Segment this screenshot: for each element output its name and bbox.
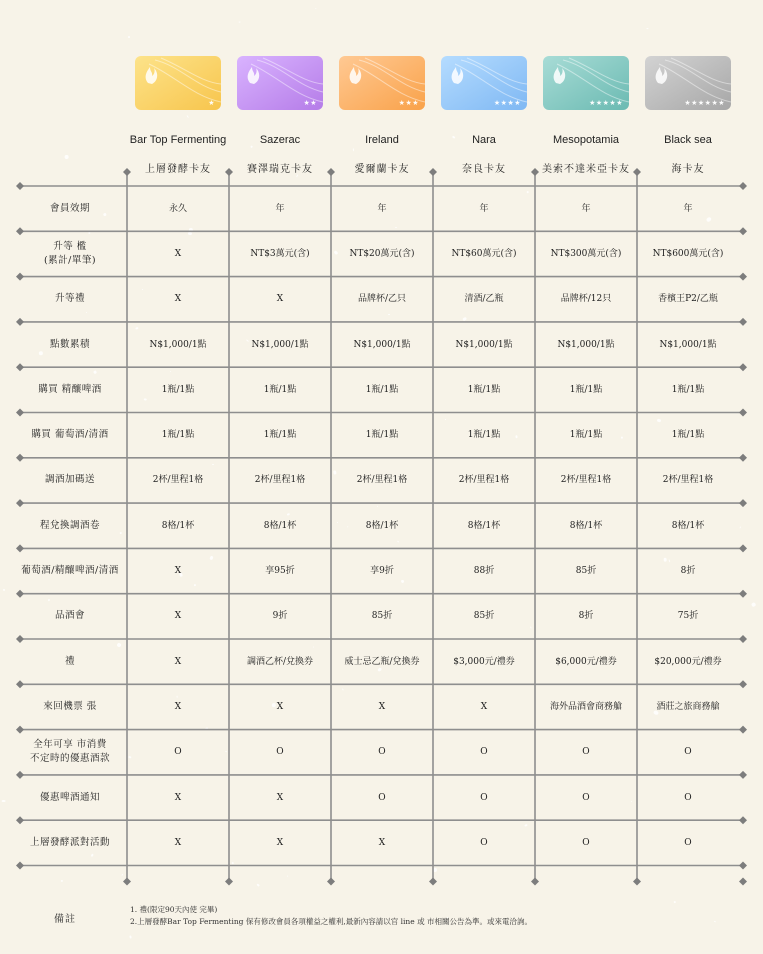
table-cell: X (276, 792, 284, 803)
diamond-marker-icon (739, 771, 747, 779)
table-cell: 1瓶/1點 (263, 384, 297, 395)
diamond-marker-icon (429, 878, 437, 886)
table-cell: X (276, 294, 284, 305)
table-cell: NT$600萬元(含) (652, 248, 724, 259)
table-cell: O (378, 747, 386, 758)
table-cell: NT$3萬元(含) (250, 248, 310, 259)
table-cell: O (684, 792, 692, 803)
card-level-6: ★★★★★★ (645, 56, 731, 110)
diamond-marker-icon (16, 635, 24, 643)
row-label: 程兌換調酒卷 (39, 519, 100, 531)
diamond-marker-icon (123, 168, 131, 176)
row-label: 上層發酵派對活動 (29, 836, 110, 848)
diamond-marker-icon (16, 816, 24, 824)
row-label: 優惠啤酒通知 (39, 791, 100, 803)
table-cell: O (480, 792, 488, 803)
table-cell: 88折 (473, 566, 495, 577)
diamond-marker-icon (739, 499, 747, 507)
table-cell: 2杯/里程1格 (152, 475, 204, 486)
table-cell: 2杯/里程1格 (254, 475, 306, 486)
table-cell: 8格/1杯 (467, 520, 501, 531)
diamond-marker-icon (16, 454, 24, 462)
table-cell: 8格/1杯 (263, 520, 297, 531)
table-cell: X (276, 837, 284, 848)
table-cell: 1瓶/1點 (263, 430, 297, 441)
table-cell: O (684, 837, 692, 848)
table-cell: 年 (377, 203, 387, 214)
table-cell: X (174, 656, 182, 667)
diamond-marker-icon (739, 363, 747, 371)
diamond-marker-icon (16, 409, 24, 417)
table-cell: N$1,000/1點 (353, 339, 411, 350)
diamond-marker-icon (739, 409, 747, 417)
card-level-4: ★★★★ (441, 56, 527, 110)
diamond-marker-icon (739, 454, 747, 462)
diamond-marker-icon (739, 273, 747, 281)
table-cell: 1瓶/1點 (671, 430, 705, 441)
diamond-marker-icon (16, 273, 24, 281)
level-name-zh: 賽澤瑞克卡友 (247, 164, 313, 175)
row-label: 禮 (64, 655, 75, 667)
level-name-en: Mesopotamia (552, 134, 620, 146)
table-cell: 85折 (473, 611, 495, 622)
diamond-marker-icon (225, 168, 233, 176)
diamond-marker-icon (739, 227, 747, 235)
diamond-marker-icon (531, 168, 539, 176)
table-cell: X (378, 837, 386, 848)
table-cell: 8折 (578, 611, 594, 622)
diamond-marker-icon (531, 878, 539, 886)
diamond-marker-icon (16, 499, 24, 507)
table-cell: $6,000元/禮券 (555, 656, 617, 667)
table-cell: 品牌杯/12只 (560, 294, 612, 305)
table-cell: N$1,000/1點 (557, 339, 615, 350)
table-cell: 1瓶/1點 (467, 384, 501, 395)
level-name-zh: 奈良卡友 (462, 164, 506, 175)
table-cell: 永久 (168, 203, 187, 214)
table-cell: 9折 (272, 611, 288, 622)
row-label: 葡萄酒/精釀啤酒/清酒 (21, 565, 119, 577)
diamond-marker-icon (16, 227, 24, 235)
table-cell: X (276, 701, 284, 712)
table-cell: O (378, 792, 386, 803)
table-cell: 享9折 (370, 566, 394, 577)
table-cell: 1瓶/1點 (569, 384, 603, 395)
row-label: 升等 檻 (累計/單筆) (43, 240, 97, 266)
diamond-marker-icon (16, 771, 24, 779)
table-cell: NT$20萬元(含) (349, 248, 415, 259)
diamond-marker-icon (739, 862, 747, 870)
level-name-en: Black sea (664, 134, 712, 146)
table-cell: 享95折 (265, 566, 295, 577)
table-cell: X (174, 566, 182, 577)
table-cell: 8格/1杯 (161, 520, 195, 531)
table-cell: 1瓶/1點 (365, 430, 399, 441)
diamond-marker-icon (739, 635, 747, 643)
level-name-en: Sazerac (259, 134, 301, 146)
table-cell: $20,000元/禮券 (654, 656, 722, 667)
table-cell: $3,000元/禮券 (453, 656, 515, 667)
table-cell: O (480, 837, 488, 848)
table-cell: O (174, 747, 182, 758)
diamond-marker-icon (16, 590, 24, 598)
diamond-marker-icon (739, 590, 747, 598)
diamond-marker-icon (16, 544, 24, 552)
row-label: 升等禮 (54, 293, 85, 305)
table-cell: X (480, 701, 488, 712)
diamond-marker-icon (16, 318, 24, 326)
diamond-marker-icon (429, 168, 437, 176)
card-level-2: ★★ (237, 56, 323, 110)
card-level-1: ★ (135, 56, 221, 110)
table-cell: 8折 (680, 566, 696, 577)
table-cell: N$1,000/1點 (149, 339, 207, 350)
table-cell: 清酒/乙瓶 (464, 294, 504, 305)
diamond-marker-icon (739, 544, 747, 552)
table-cell: 2杯/里程1格 (560, 475, 612, 486)
diamond-marker-icon (739, 318, 747, 326)
note-line: 2.上層發酵Bar Top Fermenting 保有修改會員各項權益之權利,最新內容請以官 line 或 市相關公告為準。或來電洽詢。 (130, 917, 532, 926)
table-cell: 1瓶/1點 (467, 430, 501, 441)
row-label: 來回機票 張 (43, 700, 97, 712)
table-cell: 年 (479, 203, 489, 214)
table-cell: 8格/1杯 (569, 520, 603, 531)
diamond-marker-icon (225, 878, 233, 886)
table-cell: 品牌杯/乙只 (357, 294, 407, 305)
table-cell: 85折 (371, 611, 393, 622)
diamond-marker-icon (327, 878, 335, 886)
table-cell: O (684, 747, 692, 758)
diamond-marker-icon (739, 680, 747, 688)
table-cell: 酒莊之旅商務艙 (656, 701, 720, 712)
table-cell: 1瓶/1點 (161, 430, 195, 441)
row-label: 調酒加碼送 (44, 474, 95, 486)
level-name-en: Nara (472, 134, 496, 146)
diamond-marker-icon (739, 878, 747, 886)
table-cell: 2杯/里程1格 (458, 475, 510, 486)
table-cell: X (174, 248, 182, 259)
diamond-marker-icon (16, 680, 24, 688)
level-name-zh: 海卡友 (671, 164, 705, 175)
table-cell: O (276, 747, 284, 758)
notes-label: 備註 (54, 914, 76, 925)
table-cell: O (480, 747, 488, 758)
diamond-marker-icon (327, 168, 335, 176)
notes (130, 904, 532, 928)
level-name-zh: 上層發酵卡友 (145, 164, 211, 175)
table-cell: 1瓶/1點 (365, 384, 399, 395)
table-cell: O (582, 837, 590, 848)
row-label: 品酒會 (54, 610, 85, 622)
row-label: 點數累積 (49, 338, 90, 350)
table-cell: 威士忌乙瓶/兌換券 (344, 656, 420, 667)
note-line: 1. 禮(限定90天內使 完畢) (130, 905, 218, 914)
table-cell: 1瓶/1點 (671, 384, 705, 395)
table-cell: N$1,000/1點 (659, 339, 717, 350)
table-cell: 85折 (575, 566, 597, 577)
table-cell: 1瓶/1點 (161, 384, 195, 395)
table-cell: NT$60萬元(含) (451, 248, 517, 259)
table-cell: X (174, 701, 182, 712)
level-name-zh: 美索不達米亞卡友 (542, 164, 630, 175)
diamond-marker-icon (739, 182, 747, 190)
table-cell: 年 (275, 203, 285, 214)
diamond-marker-icon (16, 182, 24, 190)
row-label: 全年可享 市消費 不定時的優惠酒款 (29, 739, 110, 765)
diamond-marker-icon (16, 726, 24, 734)
table-cell: X (174, 611, 182, 622)
table-cell: 調酒乙杯/兌換券 (246, 656, 314, 667)
diamond-marker-icon (633, 878, 641, 886)
table-cell: N$1,000/1點 (455, 339, 513, 350)
table-cell: 1瓶/1點 (569, 430, 603, 441)
table-cell: 2杯/里程1格 (356, 475, 408, 486)
row-label: 會員效期 (49, 202, 90, 214)
table-cell: 8格/1杯 (365, 520, 399, 531)
table-cell: X (174, 792, 182, 803)
table-cell: 2杯/里程1格 (662, 475, 714, 486)
table-cell: O (582, 747, 590, 758)
table-cell: 年 (683, 203, 693, 214)
diamond-marker-icon (633, 168, 641, 176)
table-cell: O (582, 792, 590, 803)
table-cell: 8格/1杯 (671, 520, 705, 531)
table-cell: NT$300萬元(含) (550, 248, 622, 259)
table-cell: N$1,000/1點 (251, 339, 309, 350)
diamond-marker-icon (123, 878, 131, 886)
table-cell: 海外品酒會商務艙 (549, 701, 622, 712)
table-cell: X (174, 837, 182, 848)
table-cell: 年 (581, 203, 591, 214)
card-level-3: ★★★ (339, 56, 425, 110)
table-cell: X (378, 701, 386, 712)
row-label: 購買 精釀啤酒 (38, 383, 102, 395)
diamond-marker-icon (16, 862, 24, 870)
card-level-5: ★★★★★ (543, 56, 629, 110)
table-cell: 香檳王P2/乙瓶 (658, 294, 718, 305)
diamond-marker-icon (739, 816, 747, 824)
diamond-marker-icon (739, 726, 747, 734)
table-cell: X (174, 294, 182, 305)
level-name-en: Bar Top Fermenting (129, 134, 227, 146)
level-name-zh: 愛爾蘭卡友 (354, 164, 410, 175)
diamond-marker-icon (16, 363, 24, 371)
table-cell: 75折 (677, 611, 699, 622)
row-label: 購買 葡萄酒/清酒 (31, 429, 109, 441)
level-name-en: Ireland (365, 134, 399, 146)
